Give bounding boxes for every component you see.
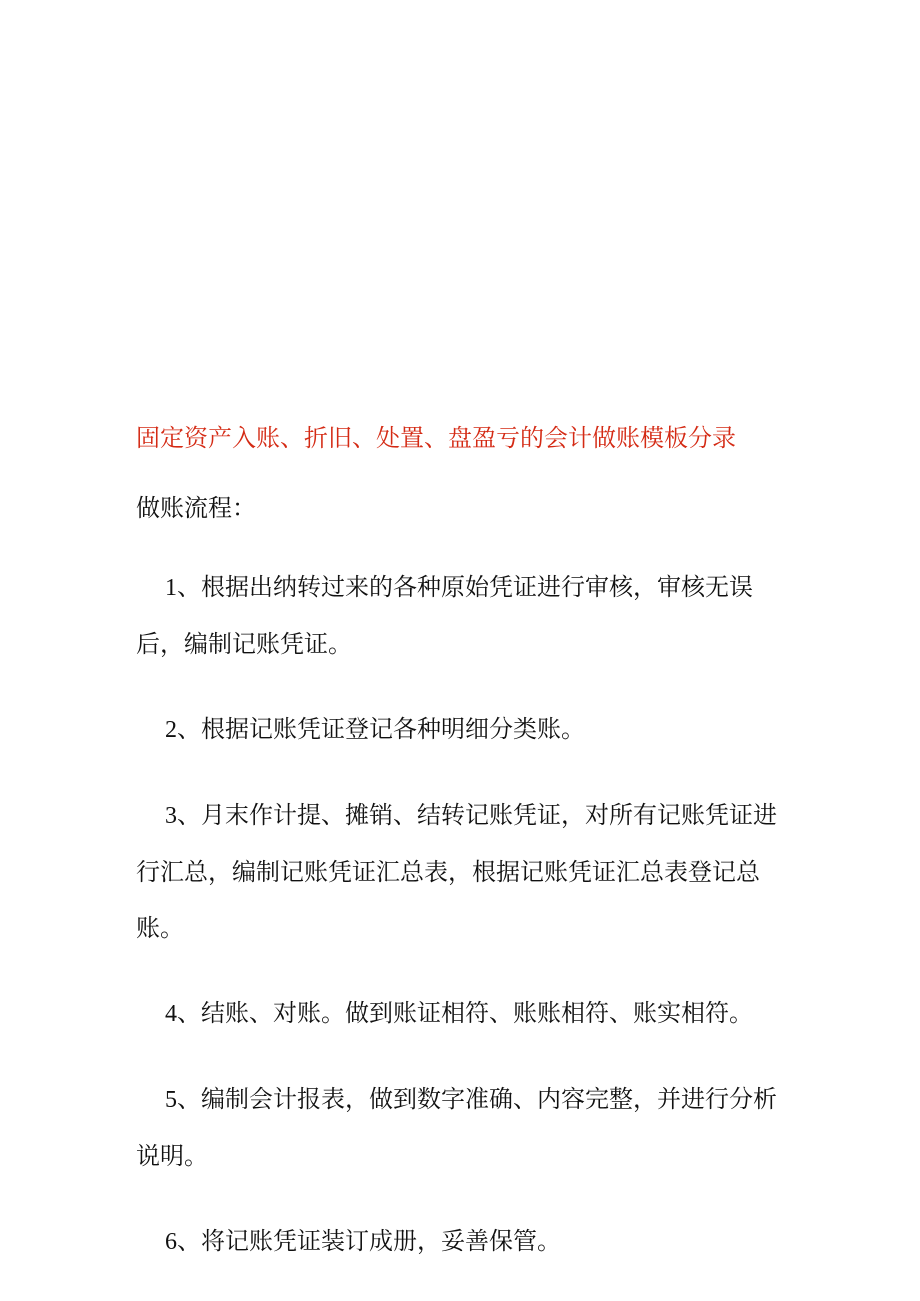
step-text: 编制会计报表，做到数字准确、内容完整，并进行分析说明。 [136,1085,777,1170]
step-separator: 、 [177,801,201,829]
step-number: 5 [165,1087,177,1113]
process-step [136,985,796,1042]
step-paragraph [136,787,796,956]
step-separator: 、 [177,573,201,601]
step-paragraph [136,985,796,1042]
step-number: 1 [165,575,177,601]
step-separator: 、 [177,1085,201,1113]
step-separator: 、 [177,715,201,743]
document-title: 固定资产入账、折旧、处置、盘盈亏的会计做账模板分录 [136,424,736,452]
step-paragraph [136,1213,796,1270]
step-text: 根据记账凭证登记各种明细分类账。 [201,715,585,743]
step-number: 2 [165,717,177,743]
process-step [136,559,796,672]
process-step [136,1213,796,1270]
process-step [136,787,796,956]
step-text: 将记账凭证装订成册，妥善保管。 [201,1227,561,1255]
step-number: 6 [165,1229,177,1255]
process-heading: 做账流程： [136,494,256,522]
step-paragraph [136,701,796,758]
step-number: 3 [165,803,177,829]
process-step-list [136,559,796,1270]
step-separator: 、 [177,999,201,1027]
process-step [136,1071,796,1184]
step-paragraph [136,1071,796,1184]
document-content [136,416,796,1270]
process-step [136,701,796,758]
step-number: 4 [165,1001,177,1027]
step-text: 根据出纳转过来的各种原始凭证进行审核，审核无误后，编制记账凭证。 [136,573,753,658]
step-separator: 、 [177,1227,201,1255]
step-text: 结账、对账。做到账证相符、账账相符、账实相符。 [201,999,753,1027]
step-text: 月末作计提、摊销、结转记账凭证，对所有记账凭证进行汇总，编制记账凭证汇总表，根据记账凭证汇总表登记总账。 [136,801,777,942]
step-paragraph [136,559,796,672]
